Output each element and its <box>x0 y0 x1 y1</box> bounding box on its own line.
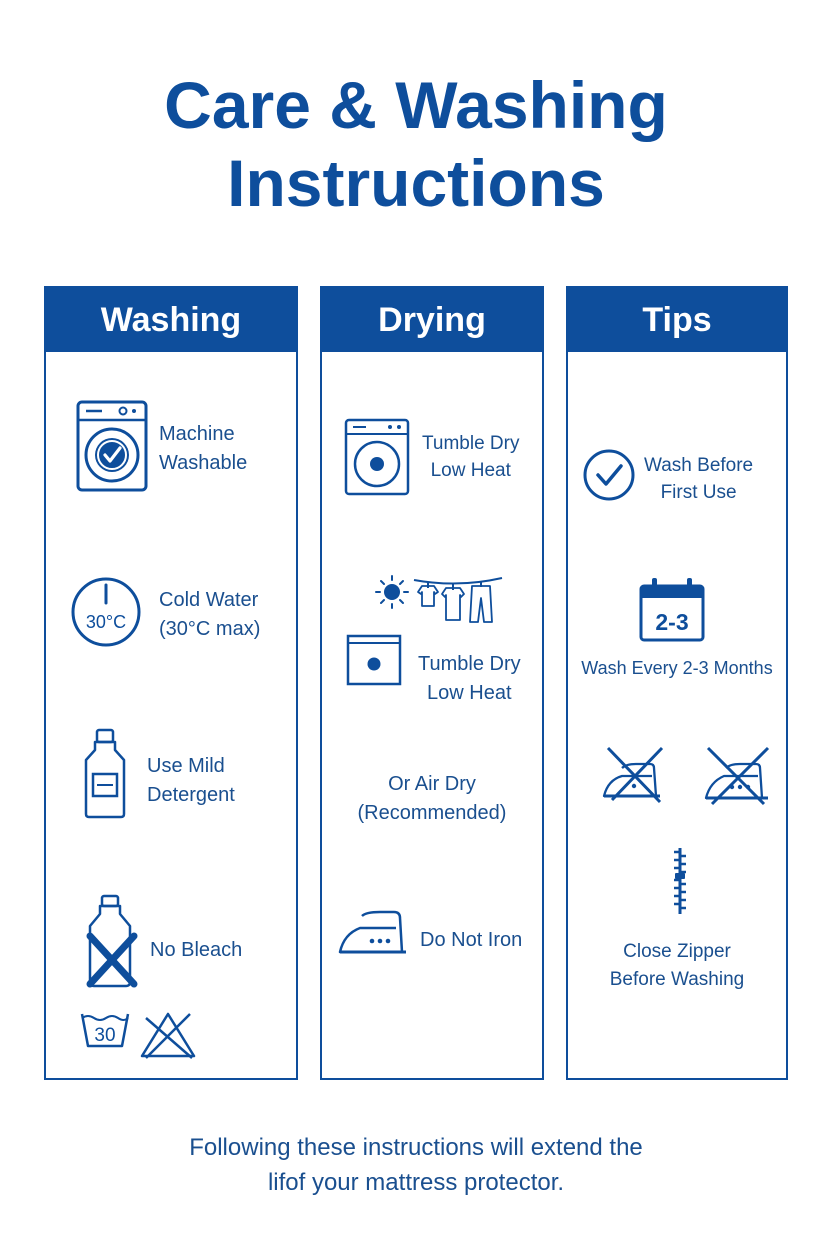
detergent-bottle-icon <box>82 728 128 820</box>
wash-every-label: Wash Every 2-3 Months <box>581 658 773 678</box>
do-not-iron-label: Do Not Iron <box>420 929 523 951</box>
no-iron-crossed-icon <box>702 744 772 808</box>
svg-text:2-3: 2-3 <box>655 609 689 635</box>
page-title <box>0 66 832 222</box>
tips-header: Tips <box>568 288 786 352</box>
washing-panel <box>44 286 298 1080</box>
wash-before-label: Wash Before First Use <box>644 455 754 503</box>
close-zipper-label: Close Zipper Before Washing <box>609 941 745 990</box>
washing-header: Washing <box>46 288 296 352</box>
title-line-2: Instructions <box>227 146 605 220</box>
footer-line-1: Following these instructions will extend the <box>189 1134 643 1161</box>
mild-detergent-label: Use Mild Detergent <box>147 755 235 806</box>
no-bleach-bottle-icon <box>86 894 138 990</box>
drying-panel <box>320 286 544 1080</box>
cold-water-label: Cold Water (30°C max) <box>159 589 261 640</box>
wash-30-tub-icon <box>80 1010 130 1050</box>
thermometer-dial-icon <box>70 576 142 648</box>
drying-header: Drying <box>322 288 542 352</box>
no-bleach-triangle-icon <box>138 1008 198 1060</box>
iron-icon <box>336 910 412 958</box>
washing-machine-check-icon <box>76 400 148 492</box>
sun-clothesline-icon <box>374 570 506 626</box>
tips-panel <box>566 286 788 1080</box>
title-line-1: Care & Washing <box>164 68 668 142</box>
footer-note <box>0 1130 832 1200</box>
footer-line-2: lifof your mattress protector. <box>267 1169 565 1196</box>
machine-washable-label: Machine Washable <box>159 423 248 474</box>
dryer-icon <box>344 418 410 496</box>
tumble-dry-label-1: Tumble Dry Low Heat <box>422 433 520 481</box>
svg-text:30: 30 <box>94 1025 116 1046</box>
check-circle-icon <box>582 448 636 502</box>
no-bleach-label: No Bleach <box>150 939 243 961</box>
svg-text:30°C: 30°C <box>85 612 127 632</box>
no-iron-icon <box>600 744 666 806</box>
zipper-icon <box>672 848 688 914</box>
air-dry-label: Or Air Dry (Recommended) <box>357 773 507 824</box>
tumble-dry-square-icon <box>346 634 402 686</box>
calendar-icon <box>638 576 706 644</box>
tumble-dry-label-2: Tumble Dry Low Heat <box>418 653 521 704</box>
